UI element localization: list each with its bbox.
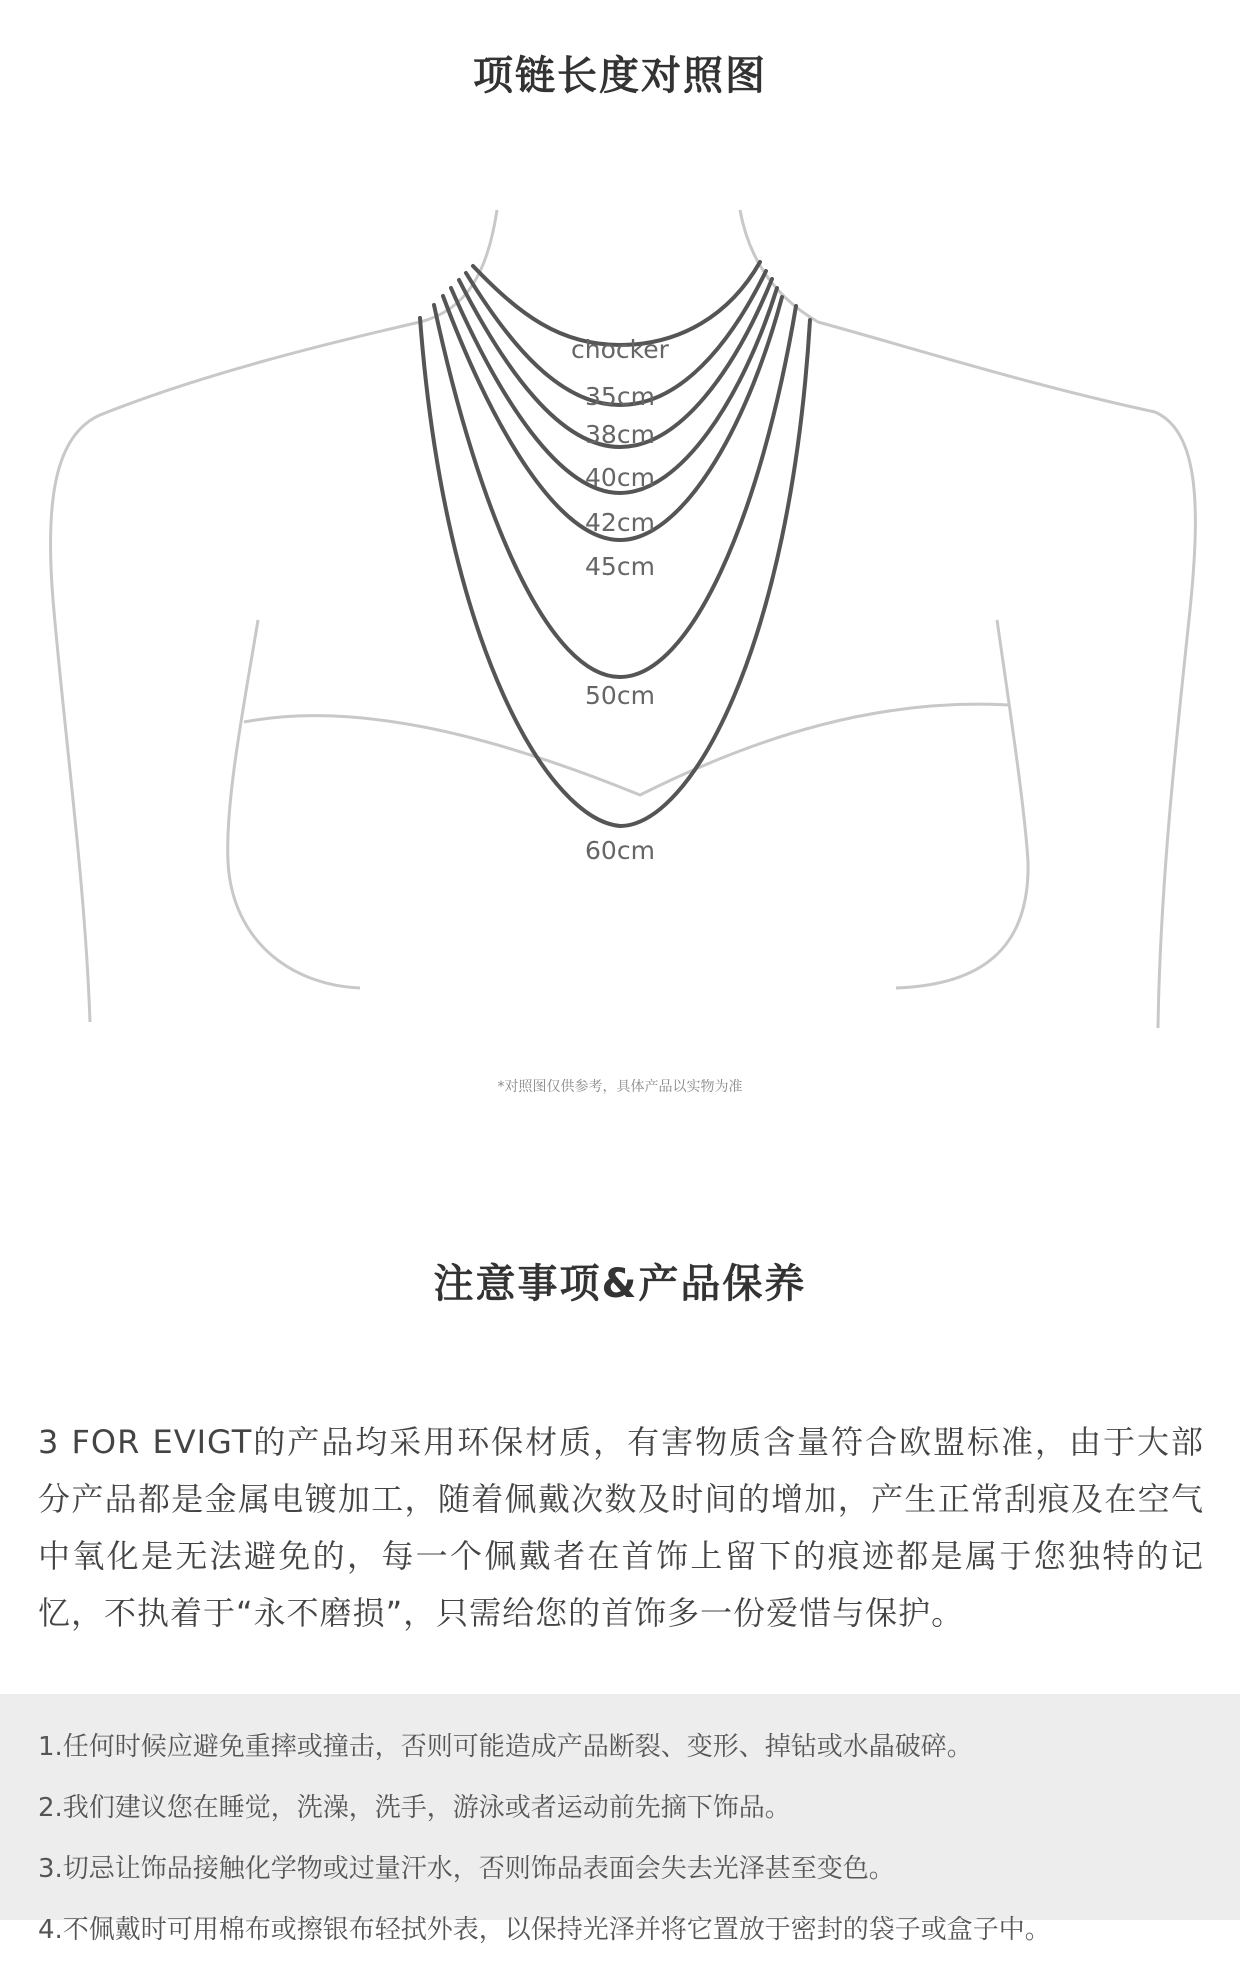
- bust-line: [244, 704, 1010, 795]
- label-35cm: 35cm: [585, 382, 655, 411]
- length-labels: [571, 335, 670, 865]
- left-shoulder-outline: [50, 210, 497, 1022]
- care-intro-paragraph: 3 FOR EVIGT的产品均采用环保材质，有害物质含量符合欧盟标准，由于大部分产品都是金属电镀加工，随着佩戴次数及时间的增加，产生正常刮痕及在空气中氧化是无法避免的，每一个佩戴者在首饰上留下的痕迹都是属于您独特的记忆，不执着于“永不磨损”，只需给您的首饰多一份爱惜与保护。: [38, 1423, 1204, 1632]
- size-chart-disclaimer: *对照图仅供参考，具体产品以实物为准: [497, 1079, 743, 1095]
- right-bust-outline: [896, 620, 1028, 988]
- care-tips-panel: [0, 1694, 1240, 1945]
- care-tip: 4.不佩戴时可用棉布或擦银布轻拭外表，以保持光泽并将它置放于密封的袋子或盒子中。: [38, 1915, 1051, 1945]
- care-tip: 3.切忌让饰品接触化学物或过量汗水，否则饰品表面会失去光泽甚至变色。: [38, 1854, 895, 1884]
- label-chocker: chocker: [571, 335, 669, 364]
- care-tip: 2.我们建议您在睡觉，洗澡，洗手，游泳或者运动前先摘下饰品。: [38, 1793, 791, 1823]
- size-chart-title: 项链长度对照图: [473, 53, 767, 99]
- care-tip: 1.任何时候应避免重摔或撞击，否则可能造成产品断裂、变形、掉钻或水晶破碎。: [38, 1732, 973, 1762]
- label-60cm: 60cm: [585, 836, 655, 865]
- label-38cm: 38cm: [585, 420, 655, 449]
- label-40cm: 40cm: [585, 463, 655, 492]
- chain-chocker: [473, 262, 760, 345]
- label-45cm: 45cm: [585, 552, 655, 581]
- care-section-title: 注意事项&产品保养: [433, 1261, 807, 1307]
- care-tips-list: [0, 1694, 1240, 1961]
- label-42cm: 42cm: [585, 508, 655, 537]
- left-bust-outline: [228, 620, 360, 988]
- body-silhouette: [50, 210, 1195, 1028]
- label-50cm: 50cm: [585, 681, 655, 710]
